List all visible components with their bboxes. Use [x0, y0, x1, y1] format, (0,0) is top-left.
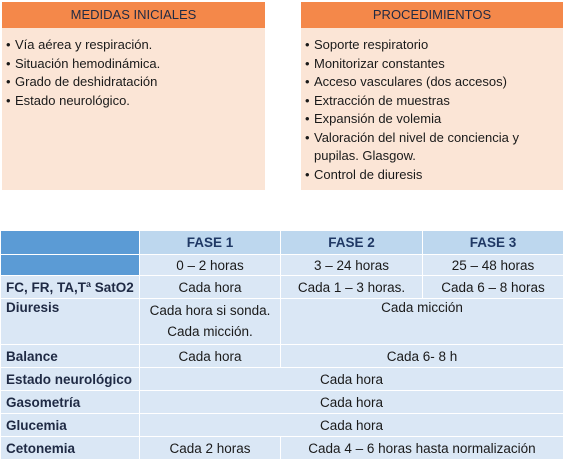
list-item: • Control de diuresis	[305, 166, 563, 185]
list-item: • Extracción de muestras	[305, 92, 563, 111]
balance-f23: Cada 6- 8 h	[281, 345, 563, 368]
procedimientos-list	[301, 28, 563, 184]
list-item: • Estado neurológico.	[6, 92, 265, 111]
period-3: 25 – 48 horas	[423, 255, 563, 276]
table-row	[1, 345, 563, 368]
phase-1-header: FASE 1	[140, 231, 281, 255]
diuresis-f1-line2: Cada micción.	[167, 324, 253, 339]
diuresis-f1	[140, 299, 281, 345]
header-corner	[1, 231, 140, 255]
medidas-list	[2, 28, 265, 110]
procedimientos-box	[301, 2, 563, 190]
phase-2-header: FASE 2	[281, 231, 423, 255]
monitoring-table	[0, 230, 563, 460]
list-item: • Vía aérea y respiración.	[6, 36, 265, 55]
list-item: • Situación hemodinámica.	[6, 55, 265, 74]
phase-header-row	[1, 231, 563, 255]
row-label-constantes: FC, FR, TA,Tª SatO2	[1, 276, 140, 299]
constantes-f1: Cada hora	[140, 276, 281, 299]
medidas-iniciales-title: MEDIDAS INICIALES	[2, 2, 265, 28]
period-1: 0 – 2 horas	[140, 255, 281, 276]
row-label-neuro: Estado neurológico	[1, 368, 140, 391]
phase-3-header: FASE 3	[423, 231, 563, 255]
balance-f1: Cada hora	[140, 345, 281, 368]
constantes-f3: Cada 6 – 8 horas	[423, 276, 563, 299]
ceto-f23: Cada 4 – 6 horas hasta normalización	[281, 437, 563, 460]
table-row	[1, 414, 563, 437]
table-row	[1, 437, 563, 460]
diuresis-f23: Cada micción	[281, 299, 563, 345]
gluc-all: Cada hora	[140, 414, 563, 437]
list-item: • Acceso vasculares (dos accesos)	[305, 73, 563, 92]
gaso-all: Cada hora	[140, 391, 563, 414]
procedimientos-title: PROCEDIMIENTOS	[301, 2, 563, 28]
list-item: • Valoración del nivel de conciencia y pupilas. Glasgow.	[305, 129, 563, 166]
list-item: • Monitorizar constantes	[305, 55, 563, 74]
table-row	[1, 299, 563, 345]
diuresis-f1-line1: Cada hora si sonda.	[149, 303, 271, 318]
constantes-f2: Cada 1 – 3 horas.	[281, 276, 423, 299]
row-label-ceto: Cetonemia	[1, 437, 140, 460]
list-item: • Soporte respiratorio	[305, 36, 563, 55]
medidas-iniciales-box	[2, 2, 265, 190]
row-label-diuresis: Diuresis	[1, 299, 140, 345]
period-corner	[1, 255, 140, 276]
table-row	[1, 391, 563, 414]
row-label-gluc: Glucemia	[1, 414, 140, 437]
list-item: • Expansión de volemia	[305, 110, 563, 129]
period-2: 3 – 24 horas	[281, 255, 423, 276]
row-label-gaso: Gasometría	[1, 391, 140, 414]
ceto-f1: Cada 2 horas	[140, 437, 281, 460]
table-row	[1, 368, 563, 391]
list-item: • Grado de deshidratación	[6, 73, 265, 92]
table-row	[1, 276, 563, 299]
period-row	[1, 255, 563, 276]
neuro-all: Cada hora	[140, 368, 563, 391]
row-label-balance: Balance	[1, 345, 140, 368]
